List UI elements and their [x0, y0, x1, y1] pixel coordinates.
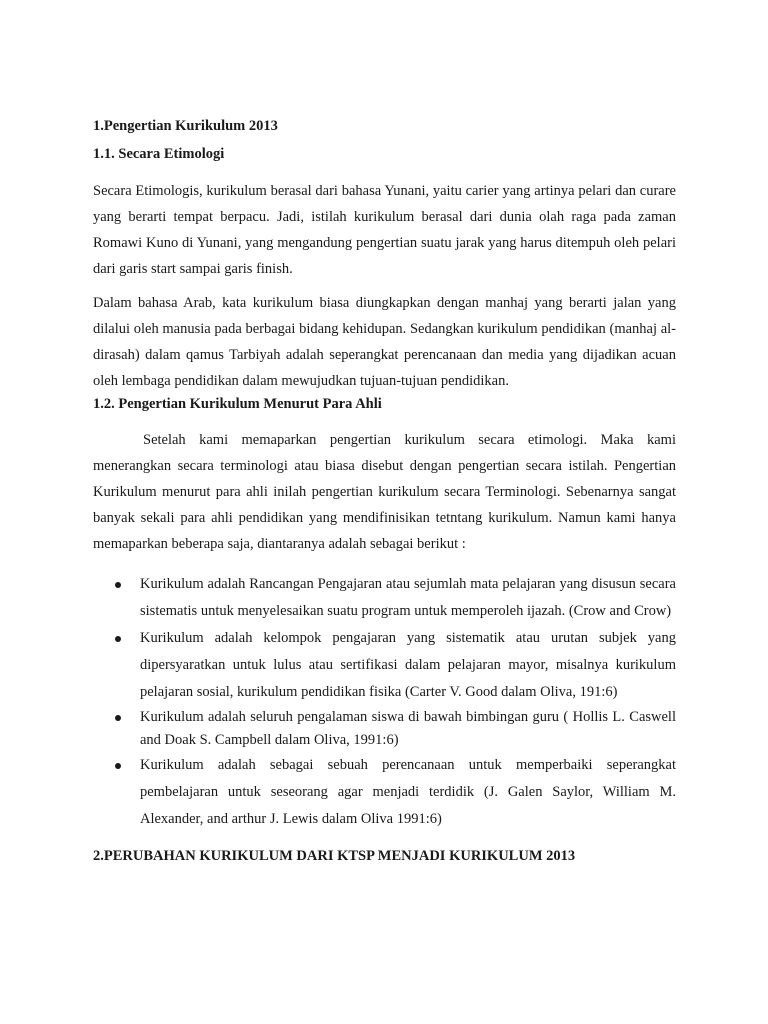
bullet-icon [115, 715, 121, 721]
bullet-icon [115, 582, 121, 588]
paragraph-para-ahli: Setelah kami memaparkan pengertian kurikulum secara etimologi. Maka kami menerangkan secara terminologi atau biasa disebut dengan pengertian secara istilah. Pengertian Kurikulum menurut para ahli inilah pengertian kurikulum secara Terminologi. Sebenarnya sangat banyak sekali para ahli pendidikan yang mendifinisikan tetntang kurikulum. Namun kami hanya memaparkan beberapa saja, diantaranya adalah sebagai berikut : [93, 432, 676, 552]
list-item-text: Kurikulum adalah Rancangan Pengajaran atau sejumlah mata pelajaran yang disusun secara sistematis untuk menyelesaikan suatu program untuk memperoleh ijazah. (Crow and Crow) [140, 576, 676, 619]
document-page [93, 116, 676, 876]
paragraph-etimologi-1: Secara Etimologis, kurikulum berasal dari bahasa Yunani, yaitu carier yang artinya pelari dan curare yang berarti tempat berpacu. Jadi, istilah kurikulum berasal dari dunia olah raga pada zaman Romawi Kuno di Yunani, yang mengandung pengertian suatu jarak yang harus ditempuh oleh pelari dari garis start sampai garis finish. [93, 183, 676, 277]
list-item [93, 625, 676, 706]
section-1-2-title: 1.2. Pengertian Kurikulum Menurut Para Ahli [93, 396, 382, 412]
section-1-1-title: 1.1. Secara Etimologi [93, 146, 225, 162]
list-item [93, 752, 676, 833]
bullet-icon [115, 763, 121, 769]
list-item-text: Kurikulum adalah sebagai sebuah perencanaan untuk memperbaiki seperangkat pembelajaran untuk seseorang agar menjadi terdidik (J. Galen Saylor, William M. Alexander, and arthur J. Lewis dalam Oliva 1991:6) [140, 757, 676, 827]
bullet-icon [115, 636, 121, 642]
list-item [93, 706, 676, 752]
list-item [93, 571, 676, 625]
list-item-text: Kurikulum adalah seluruh pengalaman siswa di bawah bimbingan guru ( Hollis L. Caswell and Doak S. Campbell dalam Oliva, 1991:6) [140, 709, 676, 748]
paragraph-etimologi-2: Dalam bahasa Arab, kata kurikulum biasa diungkapkan dengan manhaj yang berarti jalan yang dilalui oleh manusia pada berbagai bidang kehidupan. Sedangkan kurikulum pendidikan (manhaj al-dirasah) dalam qamus Tarbiyah adalah seperangkat perencanaan dan media yang dijadikan acuan oleh lembaga pendidikan dalam mewujudkan tujuan-tujuan pendidikan. [93, 295, 676, 389]
section-1-title: 1.Pengertian Kurikulum 2013 [93, 118, 278, 134]
section-2-title: 2.PERUBAHAN KURIKULUM DARI KTSP MENJADI KURIKULUM 2013 [93, 848, 576, 864]
list-item-text: Kurikulum adalah kelompok pengajaran yang sistematik atau urutan subjek yang dipersyaratkan untuk lulus atau sertifikasi dalam pelajaran mayor, misalnya kurikulum pelajaran sosial, kurikulum pendidikan fisika (Carter V. Good dalam Oliva, 191:6) [140, 630, 676, 700]
definition-list [93, 571, 676, 833]
